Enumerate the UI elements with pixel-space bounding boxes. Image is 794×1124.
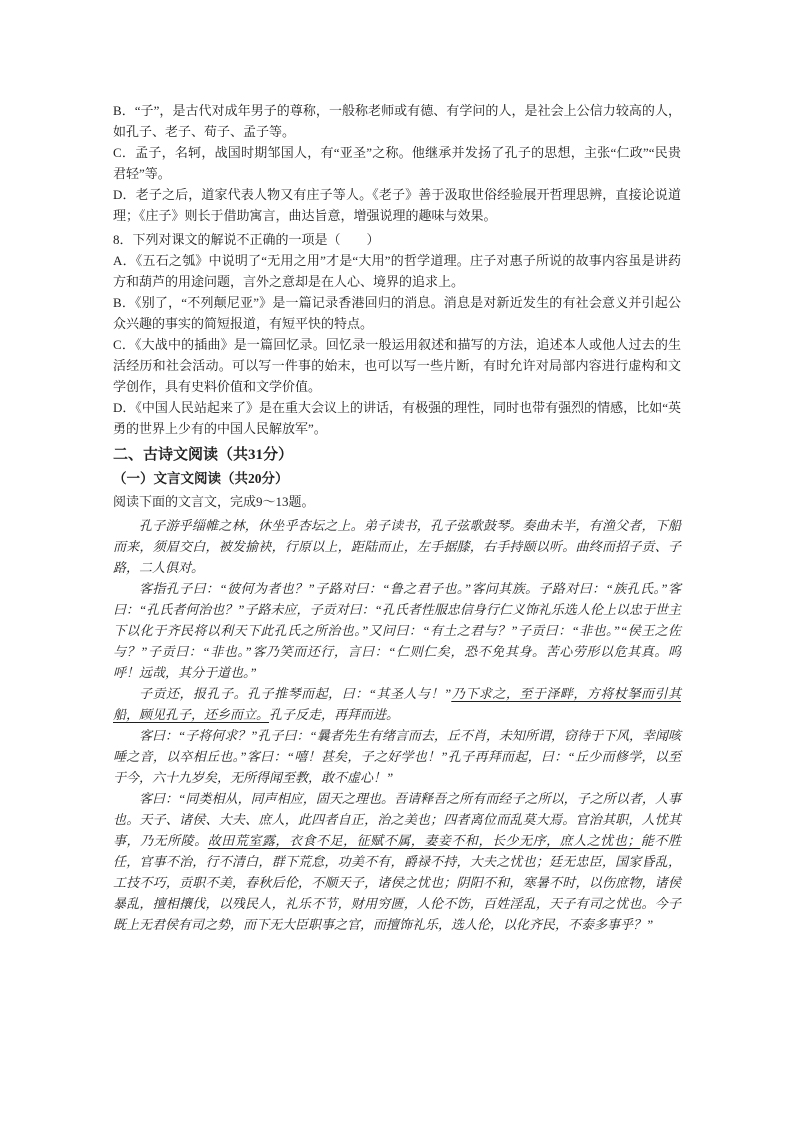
option-c [113, 142, 681, 184]
q8-option-d [113, 397, 681, 439]
passage-para-5 [113, 788, 681, 935]
subsection-heading [113, 468, 681, 489]
text-segment: 8．下列对课文的解说不正确的一项是（ ） [113, 232, 380, 247]
question-8 [113, 229, 681, 250]
q8-option-b [113, 292, 681, 334]
text-segment: 客曰：“同类相从，同声相应，固天之理也。吾请释吾之所有而经子之所以，子之所以者，人事也。天子、诸侯、大夫、庶人，此四者自正，治之美也；四者离位而乱莫大焉。官治其职，人忧其事，乃无所陵。 [113, 791, 681, 848]
underlined-text: 故田荒室露，衣食不足，征赋不属，妻妾不和，长少无序，庶人之忧也； [207, 833, 641, 848]
text-segment: 阅读下面的文言文，完成9～13题。 [113, 494, 315, 509]
text-segment: 能不胜任，官事不治，行不清白，群下荒怠，功美不有，爵禄不持，大夫之忧也；廷无忠臣，国家昏乱，工技不巧，贡职不美，春秋后伦，不顺天子，诸侯之忧也；阴阳不和，寒暑不时，以伤庶物，诸侯暴乱，擅相攘伐，以残民人，礼乐不节，财用穷匮，人伦不饬，百姓淫乱，天子有司之忧也。今子既上无君侯有司之势，而下无大臣职事之官，而擅饰礼乐，选人伦，以化齐民，不泰多事乎？” [113, 833, 681, 932]
text-segment: B．《别了，“不列颠尼亚”》是一篇记录香港回归的消息。消息是对新近发生的有社会意义并引起公众兴趣的事实的简短报道，有短平快的特点。 [113, 295, 681, 331]
option-b [113, 100, 681, 142]
document-body [113, 100, 681, 935]
option-d [113, 184, 681, 226]
text-segment: C．《大战中的插曲》是一篇回忆录。回忆录一般运用叙述和描写的方法，追述本人或他人过去的生活经历和社会活动。可以写一件事的始末，也可以写一些片断，有时允许对局部内容进行虚构和文学创作，具有史料价值和文学价值。 [113, 337, 681, 394]
passage-para-1 [113, 515, 681, 578]
text-segment: D．老子之后，道家代表人物又有庄子等人。《老子》善于汲取世俗经验展开哲理思辨，直接论说道理；《庄子》则长于借助寓言，曲达旨意，增强说理的趣味与效果。 [113, 187, 681, 223]
passage-para-3 [113, 683, 681, 725]
passage-para-4 [113, 725, 681, 788]
section-heading [113, 445, 681, 466]
text-segment: A．《五石之瓠》中说明了“无用之用”才是“大用”的哲学道理。庄子对惠子所说的故事内容虽是讲药方和葫芦的用途问题，言外之意却是在人心、境界的追求上。 [113, 253, 681, 289]
q8-option-c [113, 334, 681, 397]
underlined-text: 乃下求之，至于泽畔，方将杖拏而引其船，顾见孔子，还乡而立。 [113, 686, 681, 722]
text-segment: B．“子”，是古代对成年男子的尊称，一般称老师或有德、有学问的人，是社会上公信力较高的人，如孔子、老子、荀子、孟子等。 [113, 103, 681, 139]
passage-para-2 [113, 578, 681, 683]
text-segment: 二、古诗文阅读（共31分） [113, 447, 294, 463]
text-segment: （一）文言文阅读（共20分） [113, 471, 289, 486]
text-segment: 子贡还，报孔子。孔子推琴而起，曰：“其圣人与！” [139, 686, 452, 701]
text-segment: 孔子反走，再拜而进。 [269, 707, 400, 722]
reading-instruction [113, 491, 681, 512]
text-segment: 客曰：“子将何求？”孔子曰：“曩者先生有绪言而去，丘不肖，未知所谓，窃待于下风，幸闻咳唾之音，以卒相丘也。”客曰：“嘻！甚矣，子之好学也！”孔子再拜而起，曰：“丘少而修学，以至于今，六十九岁矣，无所得闻至教，敢不虚心！” [113, 728, 681, 785]
text-segment: 客指孔子曰：“彼何为者也？”子路对曰：“鲁之君子也。”客问其族。子路对曰：“族孔氏。”客曰：“孔氏者何治也？”子路未应，子贡对曰：“孔氏者性服忠信身行仁义饰礼乐选人伦上以忠于世主下以化于齐民将以利天下此孔氏之所治也。”又问曰：“有土之君与？”子贡曰：“非也。”“侯王之佐与？”子贡曰：“非也。”客乃笑而还行，言曰：“仁则仁矣，恐不免其身。苦心劳形以危其真。呜呼！远哉，其分于道也。” [113, 581, 681, 680]
q8-option-a [113, 250, 681, 292]
text-segment: D．《中国人民站起来了》是在重大会议上的讲话，有极强的理性，同时也带有强烈的情感，比如“英勇的世界上少有的中国人民解放军”。 [113, 400, 681, 436]
text-segment: 孔子游乎缁帷之林，休坐乎杏坛之上。弟子读书，孔子弦歌鼓琴。奏曲未半，有渔父者，下船而来，须眉交白，被发揄袂，行原以上，距陆而止，左手据膝，右手持颐以听。曲终而招子贡、子路，二人俱对。 [113, 518, 681, 575]
text-segment: C．孟子，名轲，战国时期邹国人，有“亚圣”之称。他继承并发扬了孔子的思想，主张“仁政”“民贵君轻”等。 [113, 145, 681, 181]
